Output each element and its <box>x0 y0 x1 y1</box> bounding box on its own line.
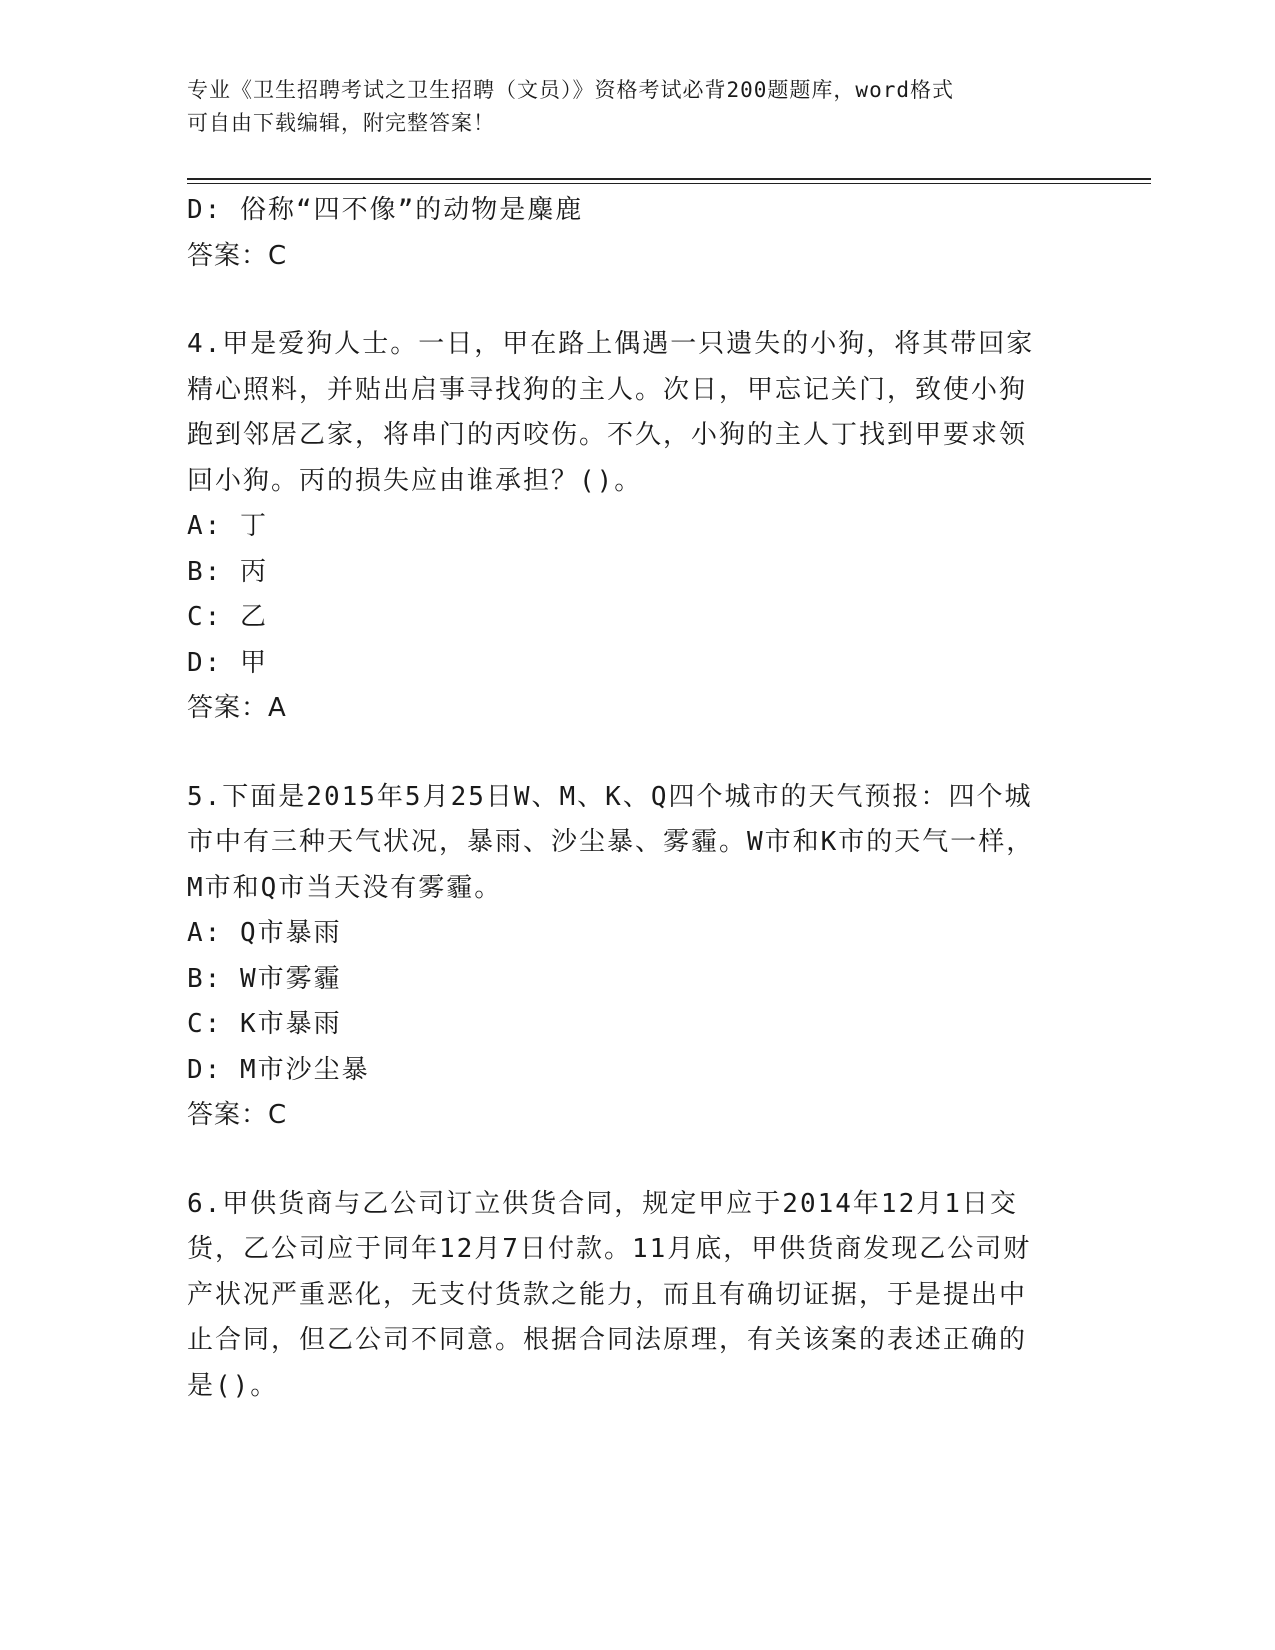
q5-stem-line: 5.下面是2015年5月25日W、M、K、Q四个城市的天气预报：四个城 <box>187 781 1033 812</box>
q5-option-a: A: Q市暴雨 <box>187 918 342 948</box>
q5-answer: 答案：C <box>187 1100 288 1130</box>
q4-answer: 答案：A <box>187 693 287 723</box>
question-4 <box>187 322 1087 732</box>
question-3-tail <box>187 188 1087 279</box>
document-body <box>187 188 1087 1409</box>
q4-stem-line: 精心照料，并贴出启事寻找狗的主人。次日，甲忘记关门，致使小狗 <box>187 374 1028 405</box>
q3-answer: 答案：C <box>187 240 288 271</box>
q6-stem-line: 6.甲供货商与乙公司订立供货合同，规定甲应于2014年12月1日交 <box>187 1188 1018 1219</box>
header-divider-thin <box>187 183 1151 184</box>
q4-option-a: A: 丁 <box>187 511 268 541</box>
q4-stem-line: 4.甲是爱狗人士。一日，甲在路上偶遇一只遗失的小狗，将其带回家 <box>187 329 1035 359</box>
q4-stem-line: 回小狗。丙的损失应由谁承担？()。 <box>187 465 643 496</box>
q4-option-c: C: 乙 <box>187 602 268 632</box>
q5-stem-line: M市和Q市当天没有雾霾。 <box>187 872 503 903</box>
q6-stem-line: 货，乙公司应于同年12月7日付款。11月底，甲供货商发现乙公司财 <box>187 1234 1032 1264</box>
q4-option-d: D: 甲 <box>187 647 268 678</box>
header-divider-thick <box>187 178 1151 180</box>
page-header <box>187 74 1087 140</box>
q5-stem-line: 市中有三种天气状况，暴雨、沙尘暴、雾霾。W市和K市的天气一样， <box>187 827 1035 857</box>
q5-option-d: D: M市沙尘暴 <box>187 1054 370 1085</box>
q3-option-d: D: 俗称“四不像”的动物是麋鹿 <box>187 195 584 225</box>
header-line-1: 专业《卫生招聘考试之卫生招聘（文员）》资格考试必背200题题库，word格式 <box>187 78 954 102</box>
q5-option-b: B: W市雾霾 <box>187 963 342 994</box>
q5-option-c: C: K市暴雨 <box>187 1009 342 1039</box>
q4-option-b: B: 丙 <box>187 556 268 587</box>
q6-stem-line: 产状况严重恶化，无支付货款之能力，而且有确切证据，于是提出中 <box>187 1279 1028 1310</box>
question-5 <box>187 775 1087 1139</box>
q4-stem-line: 跑到邻居乙家，将串门的丙咬伤。不久，小狗的主人丁找到甲要求领 <box>187 420 1028 450</box>
q6-stem-line: 是()。 <box>187 1370 279 1401</box>
q6-stem-line: 止合同，但乙公司不同意。根据合同法原理，有关该案的表述正确的 <box>187 1325 1028 1355</box>
header-line-2: 可自由下载编辑，附完整答案！ <box>187 111 495 135</box>
question-6 <box>187 1182 1087 1410</box>
